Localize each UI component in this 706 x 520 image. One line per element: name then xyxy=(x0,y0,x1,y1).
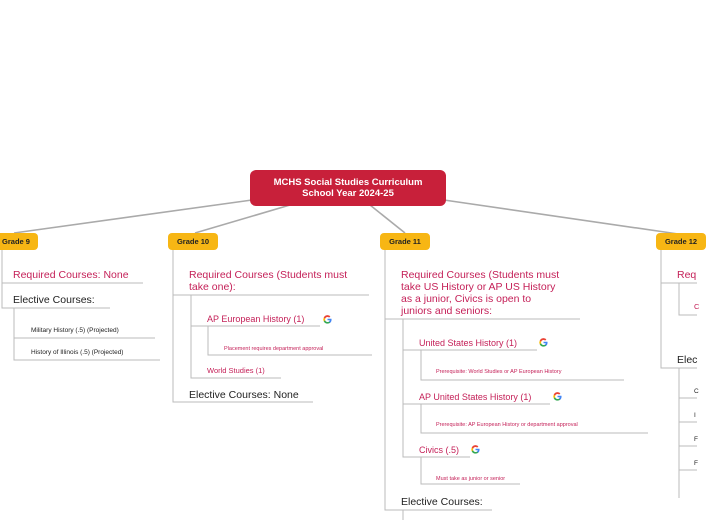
grade12-course[interactable]: C xyxy=(694,302,700,311)
grade11-course-civics[interactable]: Civics (.5) xyxy=(419,445,459,455)
grade-11-node[interactable]: Grade 11 xyxy=(380,233,430,250)
root-title-line1: MCHS Social Studies Curriculum xyxy=(273,177,423,188)
grade9-elective-item[interactable]: History of Illinois (.5) (Projected) xyxy=(31,349,124,356)
root-node[interactable] xyxy=(250,170,446,206)
grade9-elective[interactable]: Elective Courses: xyxy=(13,294,95,306)
grade11-course2-note[interactable]: Prerequisite: AP European History or department approval xyxy=(436,422,578,428)
grade9-required[interactable]: Required Courses: None xyxy=(13,269,129,281)
grade11-elective[interactable]: Elective Courses: xyxy=(401,496,483,508)
grade12-elective-item[interactable]: I xyxy=(694,412,696,419)
grade11-course1-note[interactable]: Prerequisite: World Studies or AP European History xyxy=(436,369,562,375)
grade10-course-ap-european[interactable]: AP European History (1) xyxy=(207,314,305,324)
grade9-elective-item[interactable]: Military History (.5) (Projected) xyxy=(31,327,119,334)
grade10-required-line2[interactable]: take one): xyxy=(189,281,236,293)
grade11-course-us-history[interactable]: United States History (1) xyxy=(419,338,518,348)
root-title-line2: School Year 2024-25 xyxy=(302,188,394,199)
grade11-required-line[interactable]: as a junior, Civics is open to xyxy=(401,293,532,305)
grade12-elective-item[interactable]: F xyxy=(694,436,698,443)
google-g-icon[interactable] xyxy=(553,392,562,401)
google-g-icon[interactable] xyxy=(471,445,480,454)
grade10-course1-note[interactable]: Placement requires department approval xyxy=(224,346,324,352)
google-g-icon[interactable] xyxy=(323,315,332,324)
grade11-course-ap-us-history[interactable]: AP United States History (1) xyxy=(419,392,532,402)
grade11-course3-note[interactable]: Must take as junior or senior xyxy=(436,476,506,482)
grade12-required[interactable]: Req xyxy=(677,269,697,281)
grade12-elective[interactable]: Elec xyxy=(677,354,698,366)
grade11-required-line[interactable]: juniors and seniors: xyxy=(401,305,493,317)
google-g-icon[interactable] xyxy=(539,338,548,347)
grade12-elective-item[interactable]: C xyxy=(694,388,699,395)
grade11-required-line[interactable]: take US History or AP US History xyxy=(401,281,556,293)
grade-12-node[interactable]: Grade 12 xyxy=(656,233,706,250)
grade10-required-line1[interactable]: Required Courses (Students must xyxy=(189,269,348,281)
grade10-elective[interactable]: Elective Courses: None xyxy=(189,389,299,401)
grade10-course-world-studies[interactable]: World Studies (1) xyxy=(207,366,265,375)
grade12-elective-item[interactable]: F xyxy=(694,460,698,467)
grade-9-node[interactable]: Grade 9 xyxy=(0,233,38,250)
grade-10-node[interactable]: Grade 10 xyxy=(168,233,218,250)
grade11-required-line[interactable]: Required Courses (Students must xyxy=(401,269,560,281)
